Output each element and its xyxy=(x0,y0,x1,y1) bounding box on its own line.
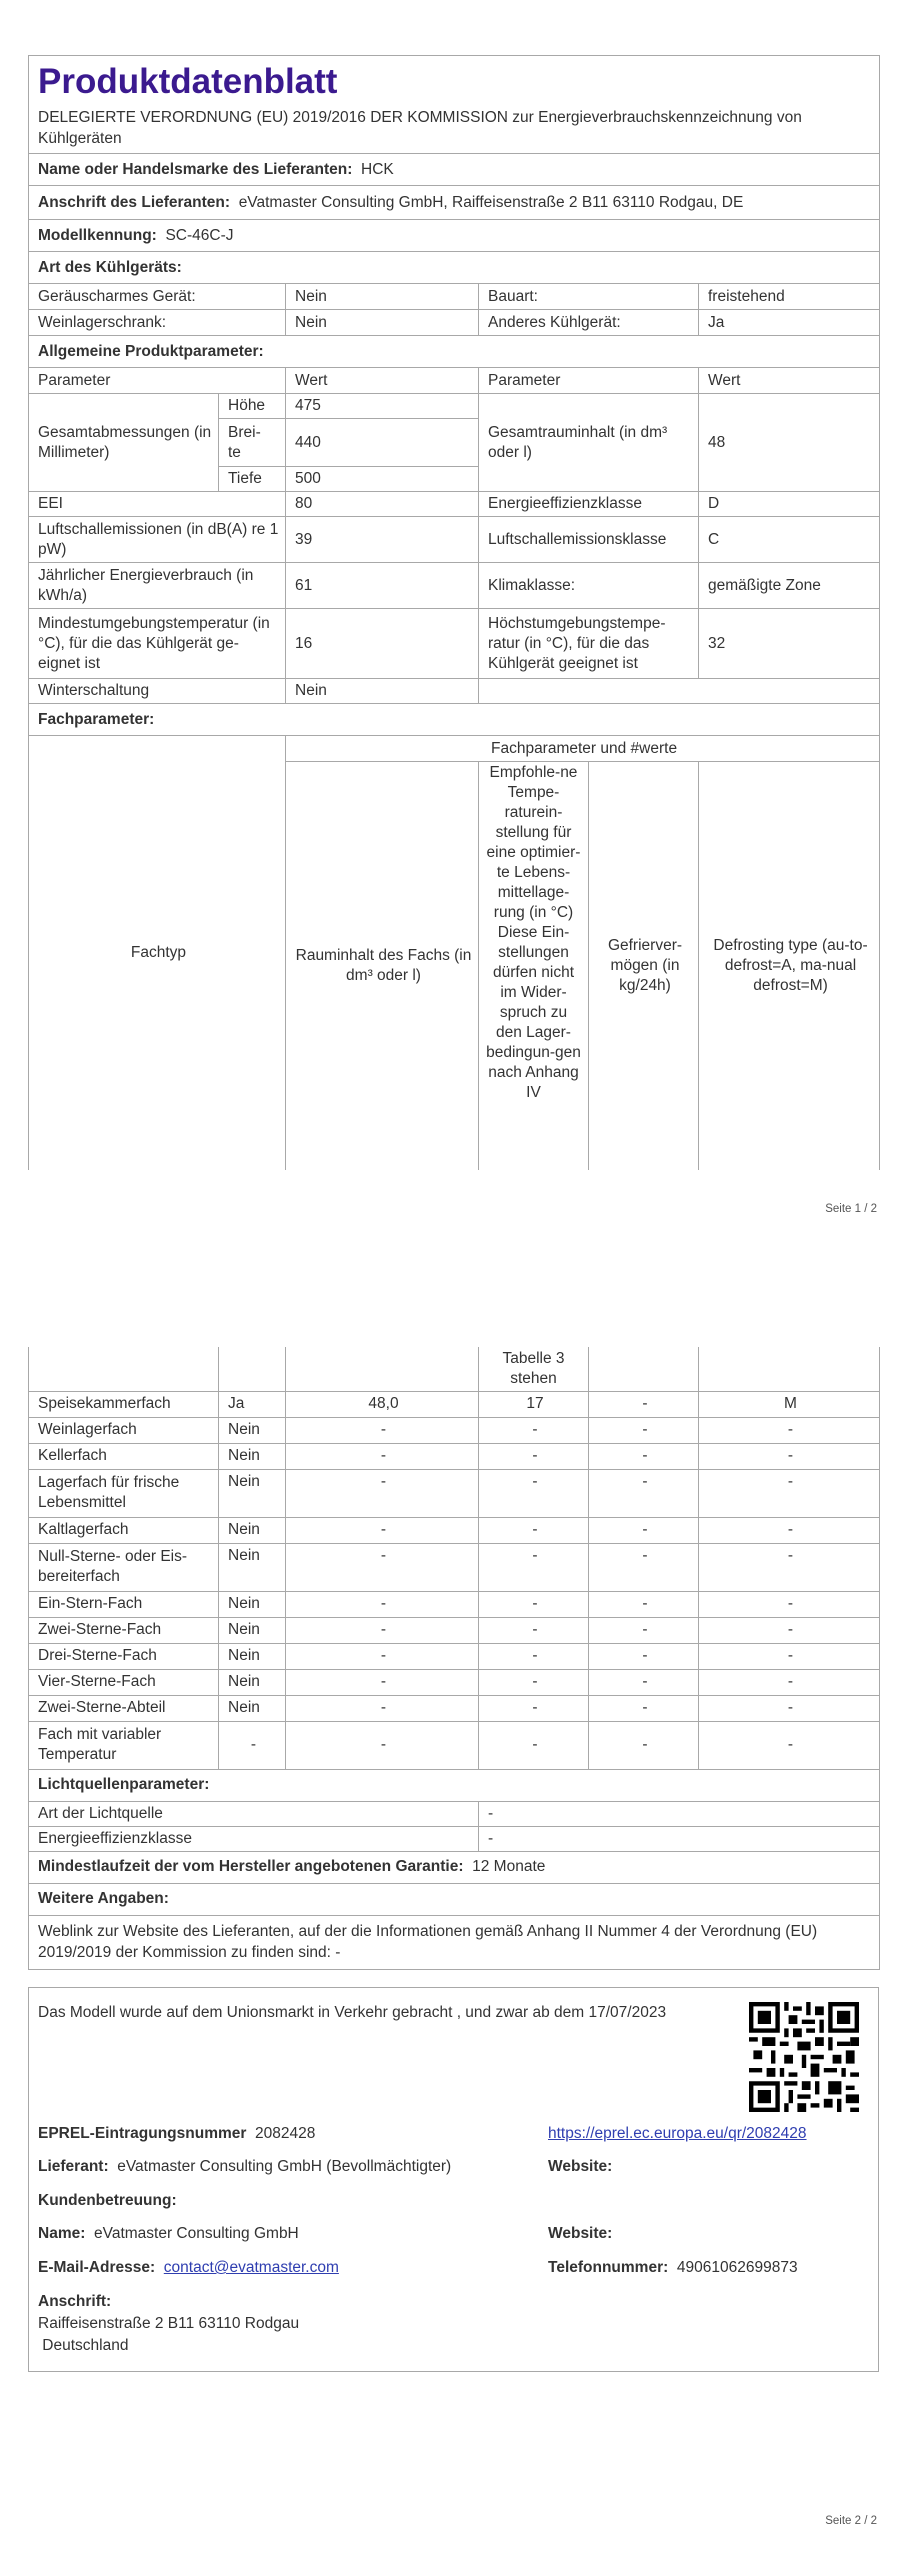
page-number-2: Seite 2 / 2 xyxy=(825,2515,877,2527)
winter-label: Winterschaltung xyxy=(29,679,286,704)
compartment-name: Weinlagerfach xyxy=(29,1417,219,1443)
compartment-temp: - xyxy=(479,1417,589,1443)
compartment-temp: - xyxy=(479,1469,589,1517)
light-type-label: Art der Lichtquelle xyxy=(29,1801,479,1826)
supplier-name-row: Name oder Handelsmarke des Lieferanten: HCK xyxy=(29,154,880,186)
compartment-present: Nein xyxy=(219,1443,286,1469)
compartment-name: Kaltlagerfach xyxy=(29,1517,219,1543)
energy-value: 61 xyxy=(286,563,479,609)
compartment-defrost: - xyxy=(699,1543,880,1591)
model-id: SC-46C-J xyxy=(165,226,234,244)
compartment-present: Nein xyxy=(219,1517,286,1543)
wine-value: Nein xyxy=(286,310,479,336)
email-row: E-Mail-Adresse: contact@evatmaster.com xyxy=(38,2259,339,2276)
depth-label: Tiefe xyxy=(219,467,286,492)
comp-type-header: Fachtyp xyxy=(29,736,286,1170)
compartment-table xyxy=(28,1347,880,1970)
table-row xyxy=(29,1469,880,1517)
compartment-freeze: - xyxy=(589,1443,699,1469)
compartment-temp: - xyxy=(479,1517,589,1543)
info-box xyxy=(28,1987,879,2372)
compartment-freeze: - xyxy=(589,1417,699,1443)
eprel-row: EPREL-Eintragungsnummer 2082428 xyxy=(38,2125,316,2142)
table-row xyxy=(29,1443,880,1469)
compartment-name: Zwei-Sterne-Fach xyxy=(29,1617,219,1643)
compartment-freeze: - xyxy=(589,1591,699,1617)
table-row xyxy=(29,1391,880,1417)
depth-value: 500 xyxy=(286,467,479,492)
name-row: Name: eVatmaster Consulting GmbH xyxy=(38,2225,299,2242)
compartment-present: Nein xyxy=(219,1591,286,1617)
table-row xyxy=(29,1643,880,1669)
width-label: Brei- te xyxy=(219,419,286,467)
name-value: eVatmaster Consulting GmbH xyxy=(94,2225,299,2242)
phone-value: 49061062699873 xyxy=(676,2259,798,2276)
compartment-volume: - xyxy=(286,1591,479,1617)
width-value: 440 xyxy=(286,419,479,467)
compartment-volume: - xyxy=(286,1617,479,1643)
compartment-freeze: - xyxy=(589,1721,699,1769)
climate-label: Klimaklasse: xyxy=(479,563,699,609)
compartment-defrost: - xyxy=(699,1591,880,1617)
comp-freeze-header: Gefrierver-mögen (in kg/24h) xyxy=(589,762,699,1170)
page-1 xyxy=(28,55,879,1170)
compartment-name: Zwei-Sterne-Abteil xyxy=(29,1695,219,1721)
eprel-number: 2082428 xyxy=(255,2125,316,2142)
compartment-freeze: - xyxy=(589,1543,699,1591)
noise-label: Luftschallemissionen (in dB(A) re 1 pW) xyxy=(29,517,286,563)
compartment-defrost: - xyxy=(699,1417,880,1443)
compartment-volume: - xyxy=(286,1469,479,1517)
compartment-present: Ja xyxy=(219,1391,286,1417)
winter-value: Nein xyxy=(286,679,479,704)
page-title: Produktdatenblatt xyxy=(38,62,338,101)
phone-row: Telefonnummer: 49061062699873 xyxy=(548,2259,798,2276)
other-value: Ja xyxy=(699,310,880,336)
compartment-volume: - xyxy=(286,1721,479,1769)
qr-code-icon xyxy=(749,2002,859,2112)
compartment-freeze: - xyxy=(589,1669,699,1695)
compartment-name: Drei-Sterne-Fach xyxy=(29,1643,219,1669)
compartment-temp: 17 xyxy=(479,1391,589,1417)
compartment-temp: - xyxy=(479,1543,589,1591)
compartment-volume: - xyxy=(286,1669,479,1695)
compartment-defrost: - xyxy=(699,1517,880,1543)
compartment-defrost: - xyxy=(699,1469,880,1517)
compartment-volume: - xyxy=(286,1543,479,1591)
compartment-present: Nein xyxy=(219,1417,286,1443)
compartment-temp: - xyxy=(479,1643,589,1669)
address-line-1: Raiffeisenstraße 2 B11 63110 Rodgau xyxy=(38,2315,300,2332)
compartment-present: - xyxy=(219,1721,286,1769)
regulation-text: DELEGIERTE VERORDNUNG (EU) 2019/2016 DER KOMMISSION zur Energieverbrauchskennzeichnung von Kühlgeräten xyxy=(38,109,802,147)
volume-value: 48 xyxy=(699,394,880,492)
value-header: Wert xyxy=(286,368,479,394)
compartment-present: Nein xyxy=(219,1695,286,1721)
max-temp-label: Höchstumgebungstempe-ratur (in °C), für die das Kühlgerät geeignet ist xyxy=(479,609,699,679)
low-noise-label: Geräuscharmes Gerät: xyxy=(29,284,286,310)
table-row xyxy=(29,1543,880,1591)
customer-service-label: Kundenbetreuung: xyxy=(38,2192,177,2209)
compartment-temp: - xyxy=(479,1443,589,1469)
temp-header-cont: Tabelle 3 stehen xyxy=(479,1347,589,1391)
noise-value: 39 xyxy=(286,517,479,563)
compartment-temp: - xyxy=(479,1617,589,1643)
compartment-name: Speisekammerfach xyxy=(29,1391,219,1417)
compartment-name: Ein-Stern-Fach xyxy=(29,1591,219,1617)
compartment-freeze: - xyxy=(589,1391,699,1417)
supplier-address-row: Anschrift des Lieferanten: eVatmaster Consulting GmbH, Raiffeisenstraße 2 B11 63110 Rodgau, DE xyxy=(29,186,880,220)
website-label-2: Website: xyxy=(548,2225,613,2242)
website-label-1: Website: xyxy=(548,2158,613,2175)
compartment-present: Nein xyxy=(219,1617,286,1643)
compartment-temp: - xyxy=(479,1695,589,1721)
table-row xyxy=(29,1617,880,1643)
compartment-name: Lagerfach für frische Lebensmittel xyxy=(29,1469,219,1517)
address-line-2: Deutschland xyxy=(38,2337,129,2354)
compartment-rows xyxy=(29,1391,880,1769)
comp-defrost-header: Defrosting type (au-to-defrost=A, ma-nual defrost=M) xyxy=(699,762,880,1170)
compartment-defrost: - xyxy=(699,1695,880,1721)
compartment-volume: - xyxy=(286,1517,479,1543)
eei-value: 80 xyxy=(286,492,479,517)
supplier-value: eVatmaster Consulting GmbH (Bevollmächtigter) xyxy=(117,2158,452,2175)
market-text: Das Modell wurde auf dem Unionsmarkt in Verkehr gebracht , und zwar ab dem 17/07/2023 xyxy=(38,2004,667,2021)
supplier-row: Lieferant: eVatmaster Consulting GmbH (Bevollmächtigter) xyxy=(38,2158,452,2175)
compartment-name: Kellerfach xyxy=(29,1443,219,1469)
compartment-freeze: - xyxy=(589,1695,699,1721)
compartment-defrost: M xyxy=(699,1391,880,1417)
compartment-volume: - xyxy=(286,1695,479,1721)
general-header: Allgemeine Produktparameter: xyxy=(29,336,880,368)
compartment-volume: - xyxy=(286,1417,479,1443)
email-link[interactable]: contact@evatmaster.com xyxy=(163,2259,339,2276)
compartment-volume: - xyxy=(286,1443,479,1469)
table-row xyxy=(29,1695,880,1721)
wine-label: Weinlagerschrank: xyxy=(29,310,286,336)
design-label: Bauart: xyxy=(479,284,699,310)
compartment-temp: - xyxy=(479,1669,589,1695)
compartment-defrost: - xyxy=(699,1669,880,1695)
other-label: Anderes Kühlgerät: xyxy=(479,310,699,336)
weblink-text: Weblink zur Website des Lieferanten, auf der die Informationen gemäß Anhang II Nummer 4 der Verordnung (EU) 2019/2019 der Kommission zu finden sind: - xyxy=(29,1915,880,1969)
min-temp-value: 16 xyxy=(286,609,479,679)
comp-volume-header: Rauminhalt des Fachs (in dm³ oder l) xyxy=(286,762,479,1170)
further-header: Weitere Angaben: xyxy=(29,1883,880,1915)
table-row xyxy=(29,1669,880,1695)
min-temp-label: Mindestumgebungstemperatur (in °C), für die das Kühlgerät ge-eignet ist xyxy=(29,609,286,679)
model-row: Modellkennung: SC-46C-J xyxy=(29,220,880,252)
compartment-name: Null-Sterne- oder Eis-bereiterfach xyxy=(29,1543,219,1591)
comp-group-header: Fachparameter und #werte xyxy=(286,736,880,762)
compartment-name: Vier-Sterne-Fach xyxy=(29,1669,219,1695)
noise-class-value: C xyxy=(699,517,880,563)
light-type-value: - xyxy=(479,1801,880,1826)
eclass-value: D xyxy=(699,492,880,517)
compartment-name: Fach mit variabler Temperatur xyxy=(29,1721,219,1769)
table-row xyxy=(29,1721,880,1769)
design-value: freistehend xyxy=(699,284,880,310)
compartment-freeze: - xyxy=(589,1617,699,1643)
compartment-freeze: - xyxy=(589,1469,699,1517)
compartment-temp: - xyxy=(479,1591,589,1617)
compartment-present: Nein xyxy=(219,1669,286,1695)
light-class-label: Energieeffizienzklasse xyxy=(29,1826,479,1851)
compartment-present: Nein xyxy=(219,1543,286,1591)
climate-value: gemäßigte Zone xyxy=(699,563,880,609)
compartment-present: Nein xyxy=(219,1643,286,1669)
energy-label: Jährlicher Energieverbrauch (in kWh/a) xyxy=(29,563,286,609)
compartment-freeze: - xyxy=(589,1517,699,1543)
param-header: Parameter xyxy=(29,368,286,394)
dims-label: Gesamtabmessungen (in Millimeter) xyxy=(29,394,219,492)
height-value: 475 xyxy=(286,394,479,419)
light-header: Lichtquellenparameter: xyxy=(29,1769,880,1801)
comp-temp-header: Empfohle-ne Tempe-raturein-stellung für eine optimier-te Lebens-mittellage-rung (in °C) Diese Ein-stellungen dürfen nicht im Wider-spruch zu den Lager-bedingun-gen nach Anhang IV xyxy=(479,762,589,1170)
noise-class-label: Luftschallemissionsklasse xyxy=(479,517,699,563)
compartment-defrost: - xyxy=(699,1617,880,1643)
table-row xyxy=(29,1591,880,1617)
datasheet-table xyxy=(28,55,880,1170)
supplier-address: eVatmaster Consulting GmbH, Raiffeisenstraße 2 B11 63110 Rodgau, DE xyxy=(238,193,744,211)
volume-label: Gesamtrauminhalt (in dm³ oder l) xyxy=(479,394,699,492)
compartment-present: Nein xyxy=(219,1469,286,1517)
type-header: Art des Kühlgeräts: xyxy=(29,252,880,284)
compartment-temp: - xyxy=(479,1721,589,1769)
table-row xyxy=(29,1517,880,1543)
supplier-name: HCK xyxy=(361,160,394,178)
compartment-defrost: - xyxy=(699,1643,880,1669)
address-label: Anschrift: xyxy=(38,2293,112,2310)
page-2 xyxy=(28,1347,879,2354)
eprel-link[interactable]: https://eprel.ec.europa.eu/qr/2082428 xyxy=(548,2125,807,2142)
warranty-value: 12 Monate xyxy=(472,1858,546,1875)
low-noise-value: Nein xyxy=(286,284,479,310)
table-row xyxy=(29,1417,880,1443)
comp-header: Fachparameter: xyxy=(29,704,880,736)
param-header-2: Parameter xyxy=(479,368,699,394)
eei-label: EEI xyxy=(29,492,286,517)
compartment-volume: - xyxy=(286,1643,479,1669)
compartment-volume: 48,0 xyxy=(286,1391,479,1417)
max-temp-value: 32 xyxy=(699,609,880,679)
height-label: Höhe xyxy=(219,394,286,419)
light-class-value: - xyxy=(479,1826,880,1851)
compartment-freeze: - xyxy=(589,1643,699,1669)
page-number-1: Seite 1 / 2 xyxy=(825,1203,877,1215)
eclass-label: Energieeffizienzklasse xyxy=(479,492,699,517)
warranty-row: Mindestlaufzeit der vom Hersteller angebotenen Garantie: 12 Monate xyxy=(29,1851,880,1883)
compartment-defrost: - xyxy=(699,1721,880,1769)
value-header-2: Wert xyxy=(699,368,880,394)
compartment-defrost: - xyxy=(699,1443,880,1469)
